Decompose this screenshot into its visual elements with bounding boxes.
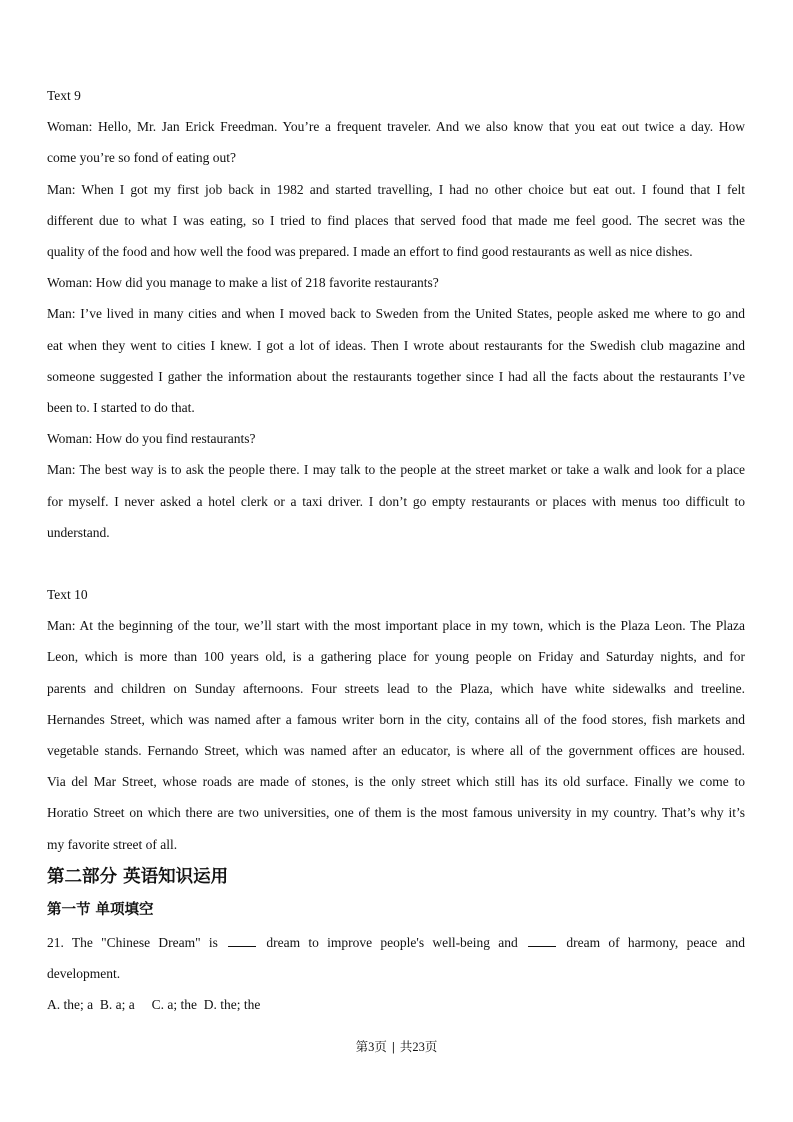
text9-block: [47, 80, 745, 548]
text10-line-8: my favorite street of all.: [47, 836, 178, 852]
text9-line-1: Woman: Hello, Mr. Jan Erick Freedman. You’re a frequent traveler. And we also know that you eat out twice a day. How: [47, 119, 745, 135]
question-number: 21.: [47, 934, 64, 950]
text10-line-3: parents and children on Sunday afternoons. Four streets lead to the Plaza, which have white sidewalks and treeline.: [47, 680, 745, 696]
page-content: [47, 80, 745, 1020]
text9-line-6: Woman: How did you manage to make a list of 218 favorite restaurants?: [47, 275, 439, 291]
answer-blank-2[interactable]: [528, 936, 556, 947]
text10-line-5: vegetable stands. Fernando Street, which was named after an educator, is where all of the government offices are housed.: [47, 743, 745, 759]
page-number: 第3页: [355, 1040, 387, 1054]
page-footer: [0, 1037, 793, 1055]
question-21-line-2: development.: [47, 966, 121, 982]
question-stem-part-1: The "Chinese Dream" is: [71, 934, 218, 950]
text9-line-2: come you’re so fond of eating out?: [47, 150, 236, 166]
text9-line-12: Man: The best way is to ask the people there. I may talk to the people at the street market or take a walk and look for a place: [47, 462, 745, 478]
text10-line-1: Man: At the beginning of the tour, we’ll start with the most important place in my town, which is the Plaza Leon. The Plaza: [47, 618, 745, 634]
paragraph-gap: [47, 548, 745, 579]
text9-line-7: Man: I’ve lived in many cities and when I moved back to Sweden from the United States, people asked me where to go and: [47, 306, 745, 322]
text9-line-11: Woman: How do you find restaurants?: [47, 431, 256, 447]
text9-line-10: been to. I started to do that.: [47, 400, 195, 416]
question-stem-part-2: dream to improve people's well-being and: [266, 934, 518, 950]
question-21-line-1: [47, 927, 745, 958]
text10-block: [47, 579, 745, 860]
answer-blank-1[interactable]: [228, 936, 256, 947]
text9-line-5: quality of the food and how well the food was prepared. I made an effort to find good restaurants as well as nice dishes.: [47, 244, 693, 260]
text9-heading: Text 9: [47, 88, 81, 103]
text9-line-14: understand.: [47, 524, 110, 540]
text10-line-2: Leon, which is more than 100 years old, is a gathering place for young people on Friday and Saturday nights, and for: [47, 649, 745, 665]
footer-separator: |: [391, 1040, 395, 1054]
text10-line-7: Horatio Street on which there are two universities, one of them is the most famous university in my country. That’s why it’s: [47, 805, 745, 821]
text9-line-8: eat when they went to cities I knew. I got a lot of ideas. Then I wrote about restaurants for the Swedish club magazine and: [47, 337, 745, 353]
text10-heading: Text 10: [47, 587, 88, 603]
question-21-options: A. the; a B. a; a C. a; the D. the; the: [47, 997, 261, 1013]
text9-line-3: Man: When I got my first job back in 1982 and started travelling, I had no other choice but eat out. I found that I felt: [47, 181, 745, 197]
section-title: 第一节 单项填空: [47, 901, 154, 918]
page-total: 共23页: [399, 1040, 438, 1054]
text10-line-4: Hernandes Street, which was named after a famous writer born in the city, contains all of the food stores, fish markets and: [47, 711, 745, 727]
question-stem-part-3: dream of harmony, peace and: [566, 934, 746, 950]
text9-line-4: different due to what I was eating, so I tried to find places that served food that made me feel good. The secret was the: [47, 212, 745, 228]
question-21: [47, 927, 745, 1021]
text9-line-13: for myself. I never asked a hotel clerk or a taxi driver. I don’t go empty restaurants or places with menus too difficult to: [47, 493, 745, 509]
part-title: 第二部分 英语知识运用: [47, 866, 229, 887]
text10-line-6: Via del Mar Street, whose roads are made of stones, is the only street which still has its old surface. Finally we come to: [47, 774, 745, 790]
text9-line-9: someone suggested I gather the information about the restaurants together since I had all the facts about the restaurants I’ve: [47, 368, 745, 384]
